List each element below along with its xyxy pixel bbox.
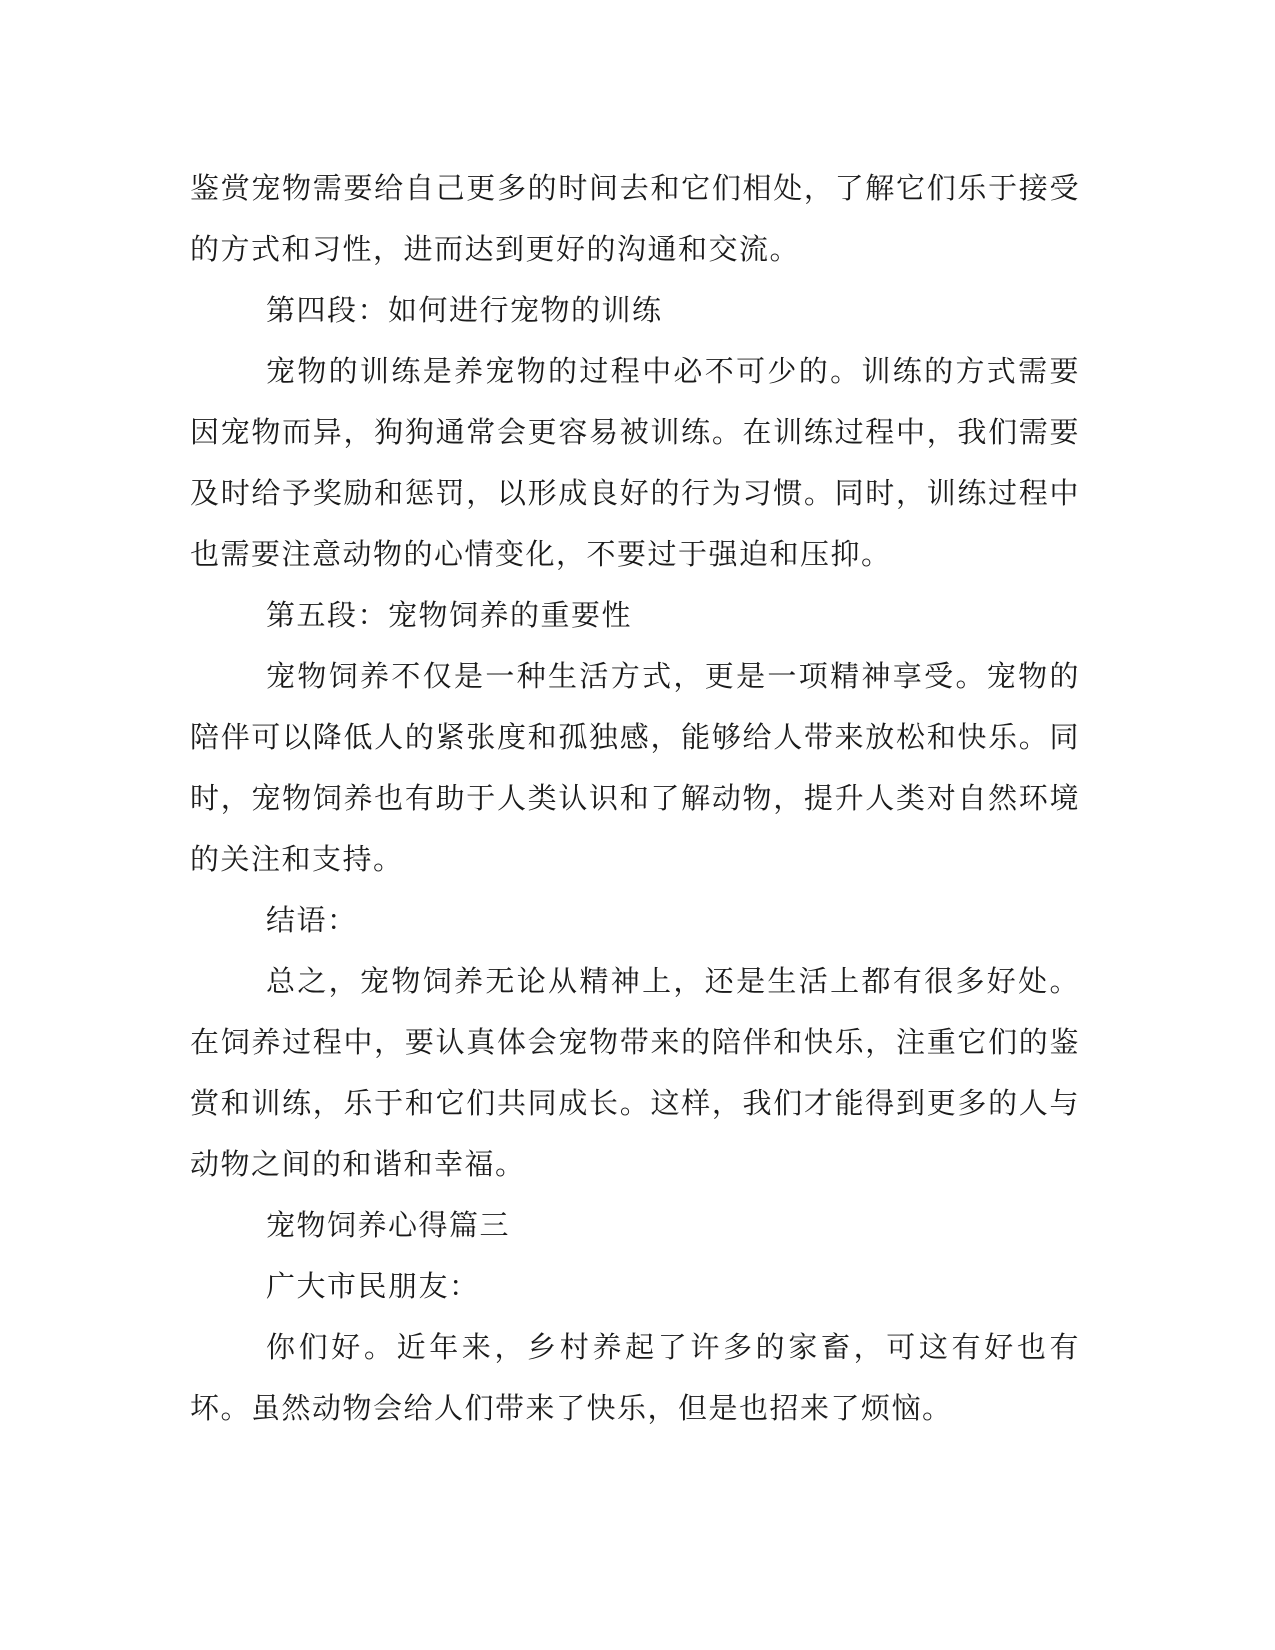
paragraph-greeting: 你们好。近年来，乡村养起了许多的家畜，可这有好也有坏。虽然动物会给人们带来了快乐，但是也招来了烦恼。 [190, 1330, 1080, 1425]
paragraph-training: 宠物的训练是养宠物的过程中必不可少的。训练的方式需要因宠物而异，狗狗通常会更容易被训练。在训练过程中，我们需要及时给予奖励和惩罚，以形成良好的行为习惯。同时，训练过程中也需要注意动物的心情变化，不要过于强迫和压抑。 [190, 354, 1080, 571]
conclusion-heading: 结语： [266, 903, 358, 937]
document-body [190, 158, 1080, 1439]
section-heading-5: 第五段：宠物饲养的重要性 [266, 598, 633, 632]
paragraph-continuation: 鉴赏宠物需要给自己更多的时间去和它们相处，了解它们乐于接受的方式和习性，进而达到更好的沟通和交流。 [190, 171, 1080, 266]
article-title-part-3: 宠物饲养心得篇三 [266, 1208, 511, 1242]
paragraph-importance: 宠物饲养不仅是一种生活方式，更是一项精神享受。宠物的陪伴可以降低人的紧张度和孤独感，能够给人带来放松和快乐。同时，宠物饲养也有助于人类认识和了解动物，提升人类对自然环境的关注和支持。 [190, 659, 1080, 876]
paragraph-conclusion: 总之，宠物饲养无论从精神上，还是生活上都有很多好处。在饲养过程中，要认真体会宠物带来的陪伴和快乐，注重它们的鉴赏和训练，乐于和它们共同成长。这样，我们才能得到更多的人与动物之间的和谐和幸福。 [190, 964, 1080, 1181]
salutation: 广大市民朋友： [266, 1269, 480, 1303]
section-heading-4: 第四段：如何进行宠物的训练 [266, 293, 663, 327]
